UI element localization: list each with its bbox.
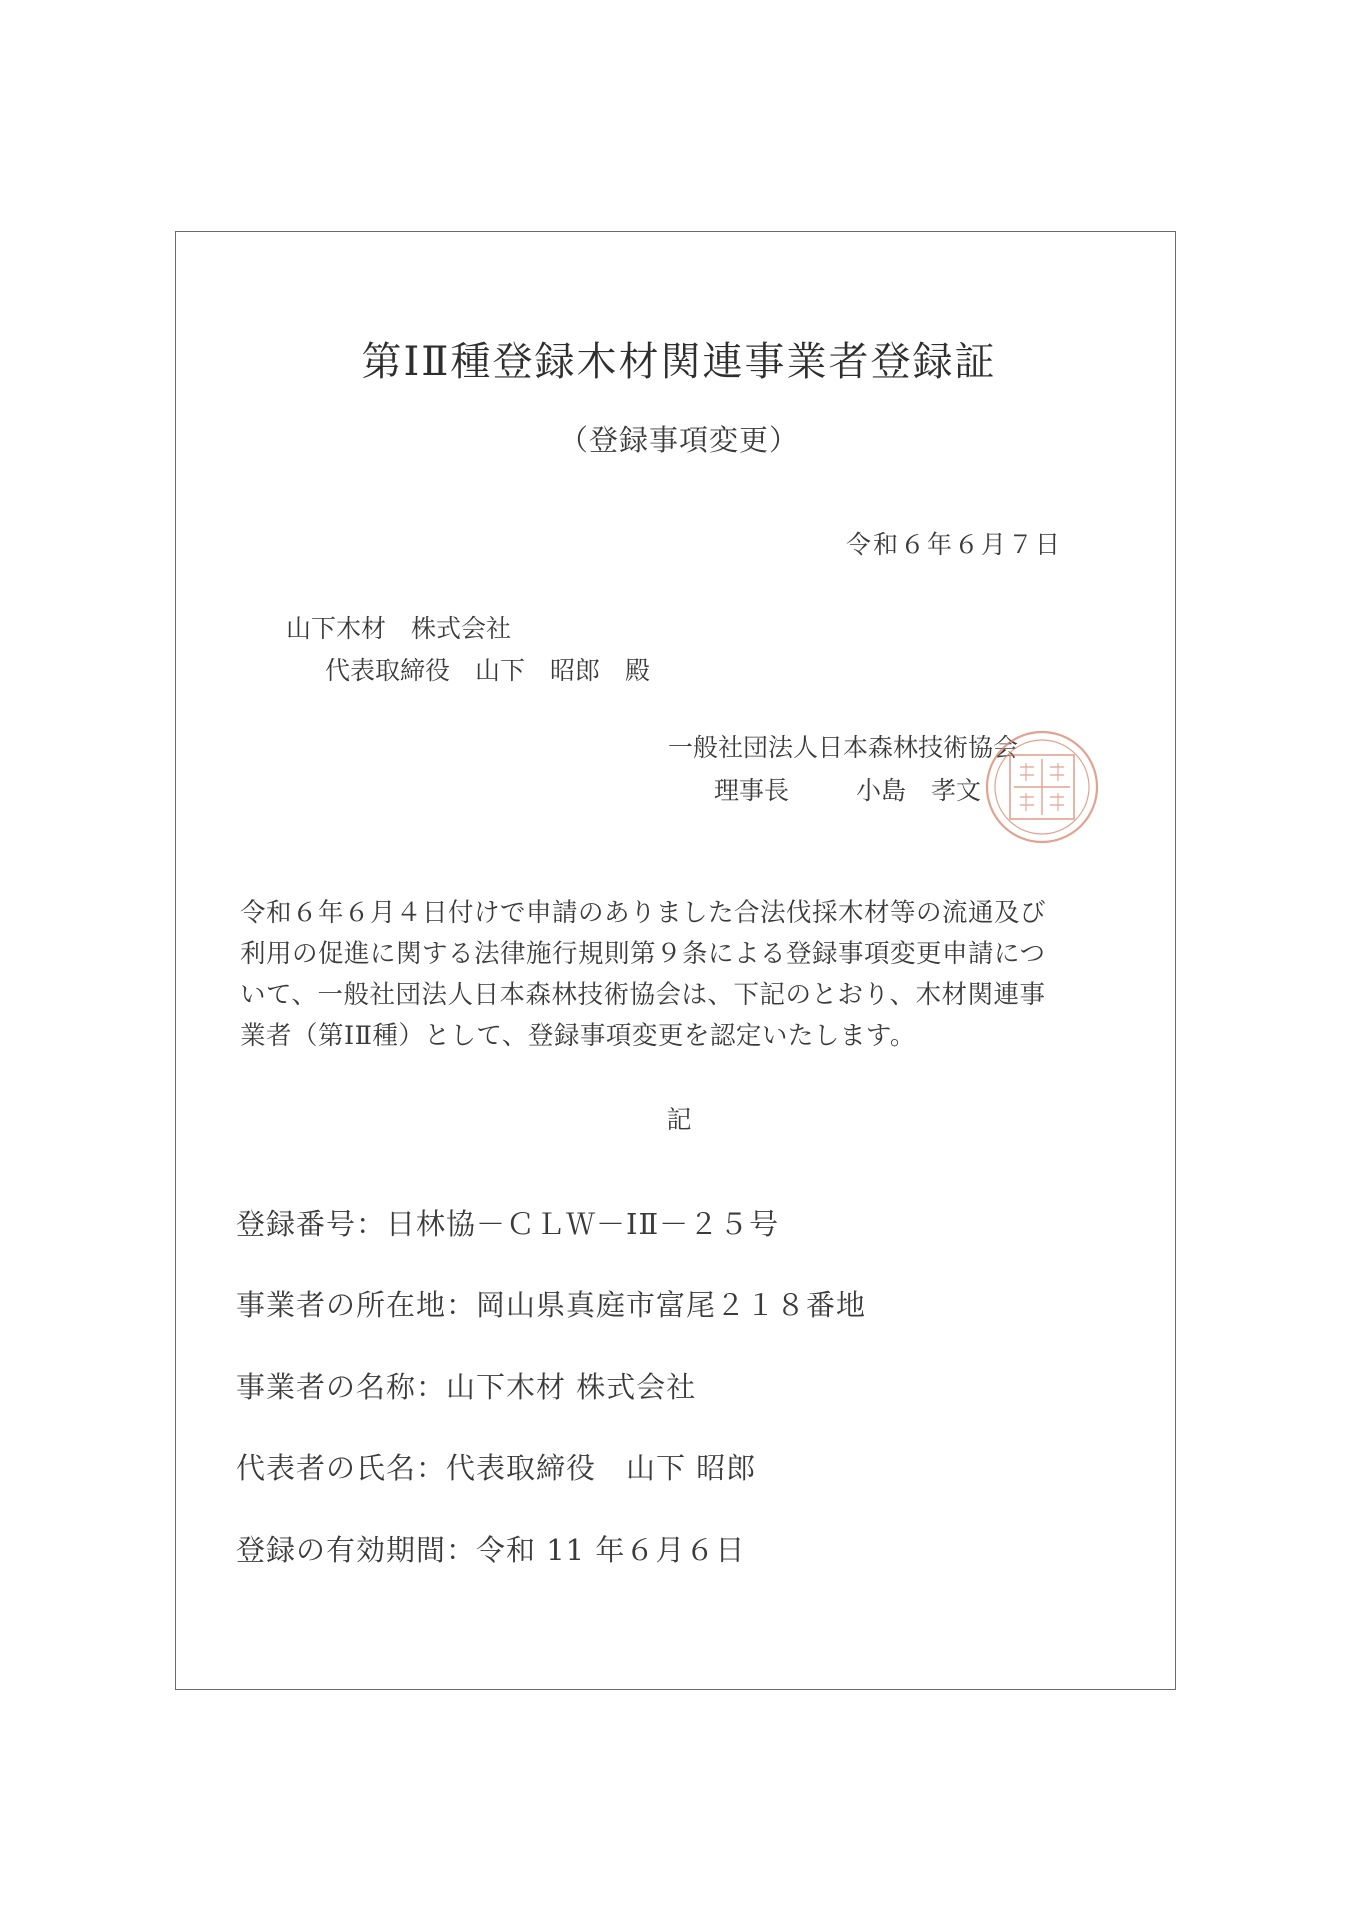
field-registration-number — [236, 1202, 779, 1243]
field-value: 日林協－ＣＬＷ－ⅠⅡ－２５号 — [386, 1207, 780, 1241]
field-value: 代表取締役 山下 昭郎 — [446, 1451, 757, 1485]
field-value: 令和 11 年６月６日 — [476, 1533, 746, 1567]
recipient-company: 山下木材 株式会社 — [286, 614, 512, 643]
issuer-title: 理事長 — [714, 776, 790, 805]
issuer-organization: 一般社団法人日本森林技術協会 — [667, 733, 1018, 762]
field-label: 事業者の名称： — [236, 1370, 447, 1404]
issue-date: 令和６年６月７日 — [845, 530, 1062, 559]
issuer-name: 小島 孝文 — [856, 776, 982, 805]
field-validity-period — [236, 1528, 745, 1569]
recipient-representative: 代表取締役 山下 昭郎 殿 — [325, 656, 651, 685]
body-line: 業者（第ⅠⅡ種）として、登録事項変更を認定いたします。 — [240, 1021, 916, 1051]
field-label: 登録番号： — [236, 1207, 387, 1241]
field-representative — [236, 1446, 756, 1487]
field-label: 代表者の氏名： — [236, 1451, 447, 1485]
body-paragraph — [240, 893, 1120, 1057]
field-value: 岡山県真庭市富尾２１８番地 — [476, 1288, 867, 1322]
certificate-title: 第ⅠⅡ種登録木材関連事業者登録証 — [361, 339, 997, 385]
certificate-subtitle: （登録事項変更） — [558, 423, 799, 457]
field-address — [236, 1283, 866, 1324]
body-line: 令和６年６月４日付けで申請のありました合法伐採木材等の流通及び — [240, 898, 1047, 928]
field-value: 山下木材 株式会社 — [446, 1370, 697, 1404]
field-business-name — [236, 1365, 696, 1406]
field-label: 事業者の所在地： — [236, 1288, 477, 1322]
body-line: いて、一般社団法人日本森林技術協会は、下記のとおり、木材関連事 — [240, 980, 1046, 1010]
body-line: 利用の促進に関する法律施行規則第９条による登録事項変更申請につ — [240, 939, 1046, 969]
field-label: 登録の有効期間： — [236, 1533, 477, 1567]
official-seal-icon — [982, 727, 1102, 847]
ki-heading: 記 — [666, 1105, 692, 1134]
